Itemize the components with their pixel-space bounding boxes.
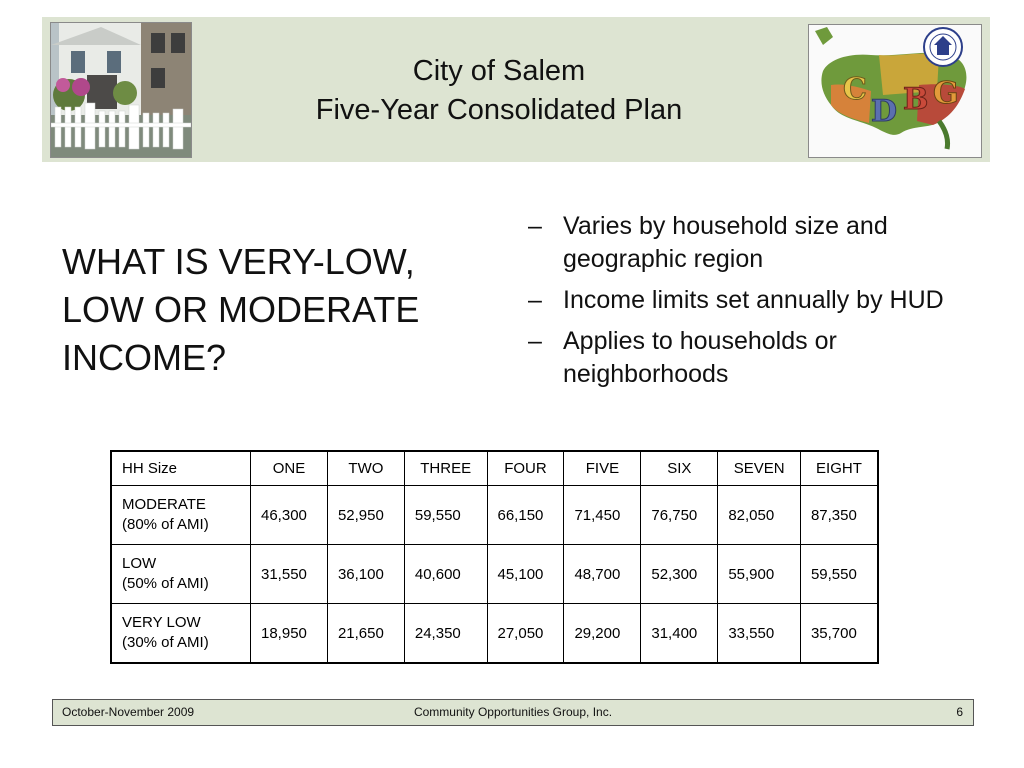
table-cell: 46,300 xyxy=(251,486,328,545)
question-heading: WHAT IS VERY-LOW, LOW OR MODERATE INCOME? xyxy=(62,241,420,378)
bullet-item xyxy=(526,325,996,391)
bullet-dash: – xyxy=(528,212,542,240)
row-label xyxy=(111,545,251,604)
table-row xyxy=(111,545,878,604)
table-cell: 33,550 xyxy=(718,604,801,664)
table-cell: 35,700 xyxy=(800,604,878,664)
row-label-ami: (30% of AMI) xyxy=(122,634,209,651)
slide-title xyxy=(190,52,808,130)
footer-organization: Community Opportunities Group, Inc. xyxy=(413,705,613,719)
table-header-cell: THREE xyxy=(404,451,487,486)
table-cell: 59,550 xyxy=(800,545,878,604)
title-line-2: Five-Year Consolidated Plan xyxy=(315,94,683,126)
title-line-1: City of Salem xyxy=(412,55,586,87)
row-label xyxy=(111,604,251,664)
table-cell: 52,950 xyxy=(327,486,404,545)
table-header-row xyxy=(111,451,878,486)
table-cell: 48,700 xyxy=(564,545,641,604)
logo-letter-d: D xyxy=(871,94,898,129)
table-cell: 31,550 xyxy=(251,545,328,604)
logo-letter-c: C xyxy=(843,72,867,107)
table-cell: 36,100 xyxy=(327,545,404,604)
bullet-dash: – xyxy=(528,286,542,314)
table-cell: 55,900 xyxy=(718,545,801,604)
logo-letter-g: G xyxy=(933,76,959,111)
bullet-text: Income limits set annually by HUD xyxy=(563,286,944,314)
table-header-cell: SIX xyxy=(641,451,718,486)
table-header-cell: SEVEN xyxy=(718,451,801,486)
table-cell: 18,950 xyxy=(251,604,328,664)
income-limits-table xyxy=(110,450,879,664)
footer-date: October-November 2009 xyxy=(62,705,195,719)
table-cell: 76,750 xyxy=(641,486,718,545)
table-header-cell: ONE xyxy=(251,451,328,486)
logo-letter-b: B xyxy=(903,82,929,117)
table-header-cell: EIGHT xyxy=(800,451,878,486)
table-cell: 45,100 xyxy=(487,545,564,604)
table-cell: 29,200 xyxy=(564,604,641,664)
hud-seal-icon xyxy=(924,28,962,66)
table-cell: 87,350 xyxy=(800,486,878,545)
table-cell: 66,150 xyxy=(487,486,564,545)
bullet-text: Varies by household size and geographic region xyxy=(563,212,888,273)
table-cell: 27,050 xyxy=(487,604,564,664)
table-cell: 40,600 xyxy=(404,545,487,604)
table-cell: 52,300 xyxy=(641,545,718,604)
bullet-dash: – xyxy=(528,327,542,355)
table-row xyxy=(111,604,878,664)
table-header-cell: TWO xyxy=(327,451,404,486)
table-header-cell: HH Size xyxy=(111,451,251,486)
table-row xyxy=(111,486,878,545)
bullet-text: Applies to households or neighborhoods xyxy=(563,327,837,388)
table-header-cell: FIVE xyxy=(564,451,641,486)
house-photo xyxy=(50,22,192,158)
table-cell: 31,400 xyxy=(641,604,718,664)
row-label-category: VERY LOW xyxy=(122,614,201,631)
row-label-category: LOW xyxy=(122,555,157,572)
table-header-cell: FOUR xyxy=(487,451,564,486)
row-label xyxy=(111,486,251,545)
page-number: 6 xyxy=(956,705,963,719)
bullet-item xyxy=(526,210,996,276)
table-cell: 21,650 xyxy=(327,604,404,664)
table-cell: 82,050 xyxy=(718,486,801,545)
table-cell: 71,450 xyxy=(564,486,641,545)
slide-footer xyxy=(52,699,974,726)
cdbg-map-logo xyxy=(808,24,982,158)
row-label-category: MODERATE xyxy=(122,496,206,513)
table-cell: 59,550 xyxy=(404,486,487,545)
bullet-item xyxy=(526,284,996,317)
table-cell: 24,350 xyxy=(404,604,487,664)
bullet-list xyxy=(526,210,996,399)
row-label-ami: (50% of AMI) xyxy=(122,575,209,592)
row-label-ami: (80% of AMI) xyxy=(122,516,209,533)
